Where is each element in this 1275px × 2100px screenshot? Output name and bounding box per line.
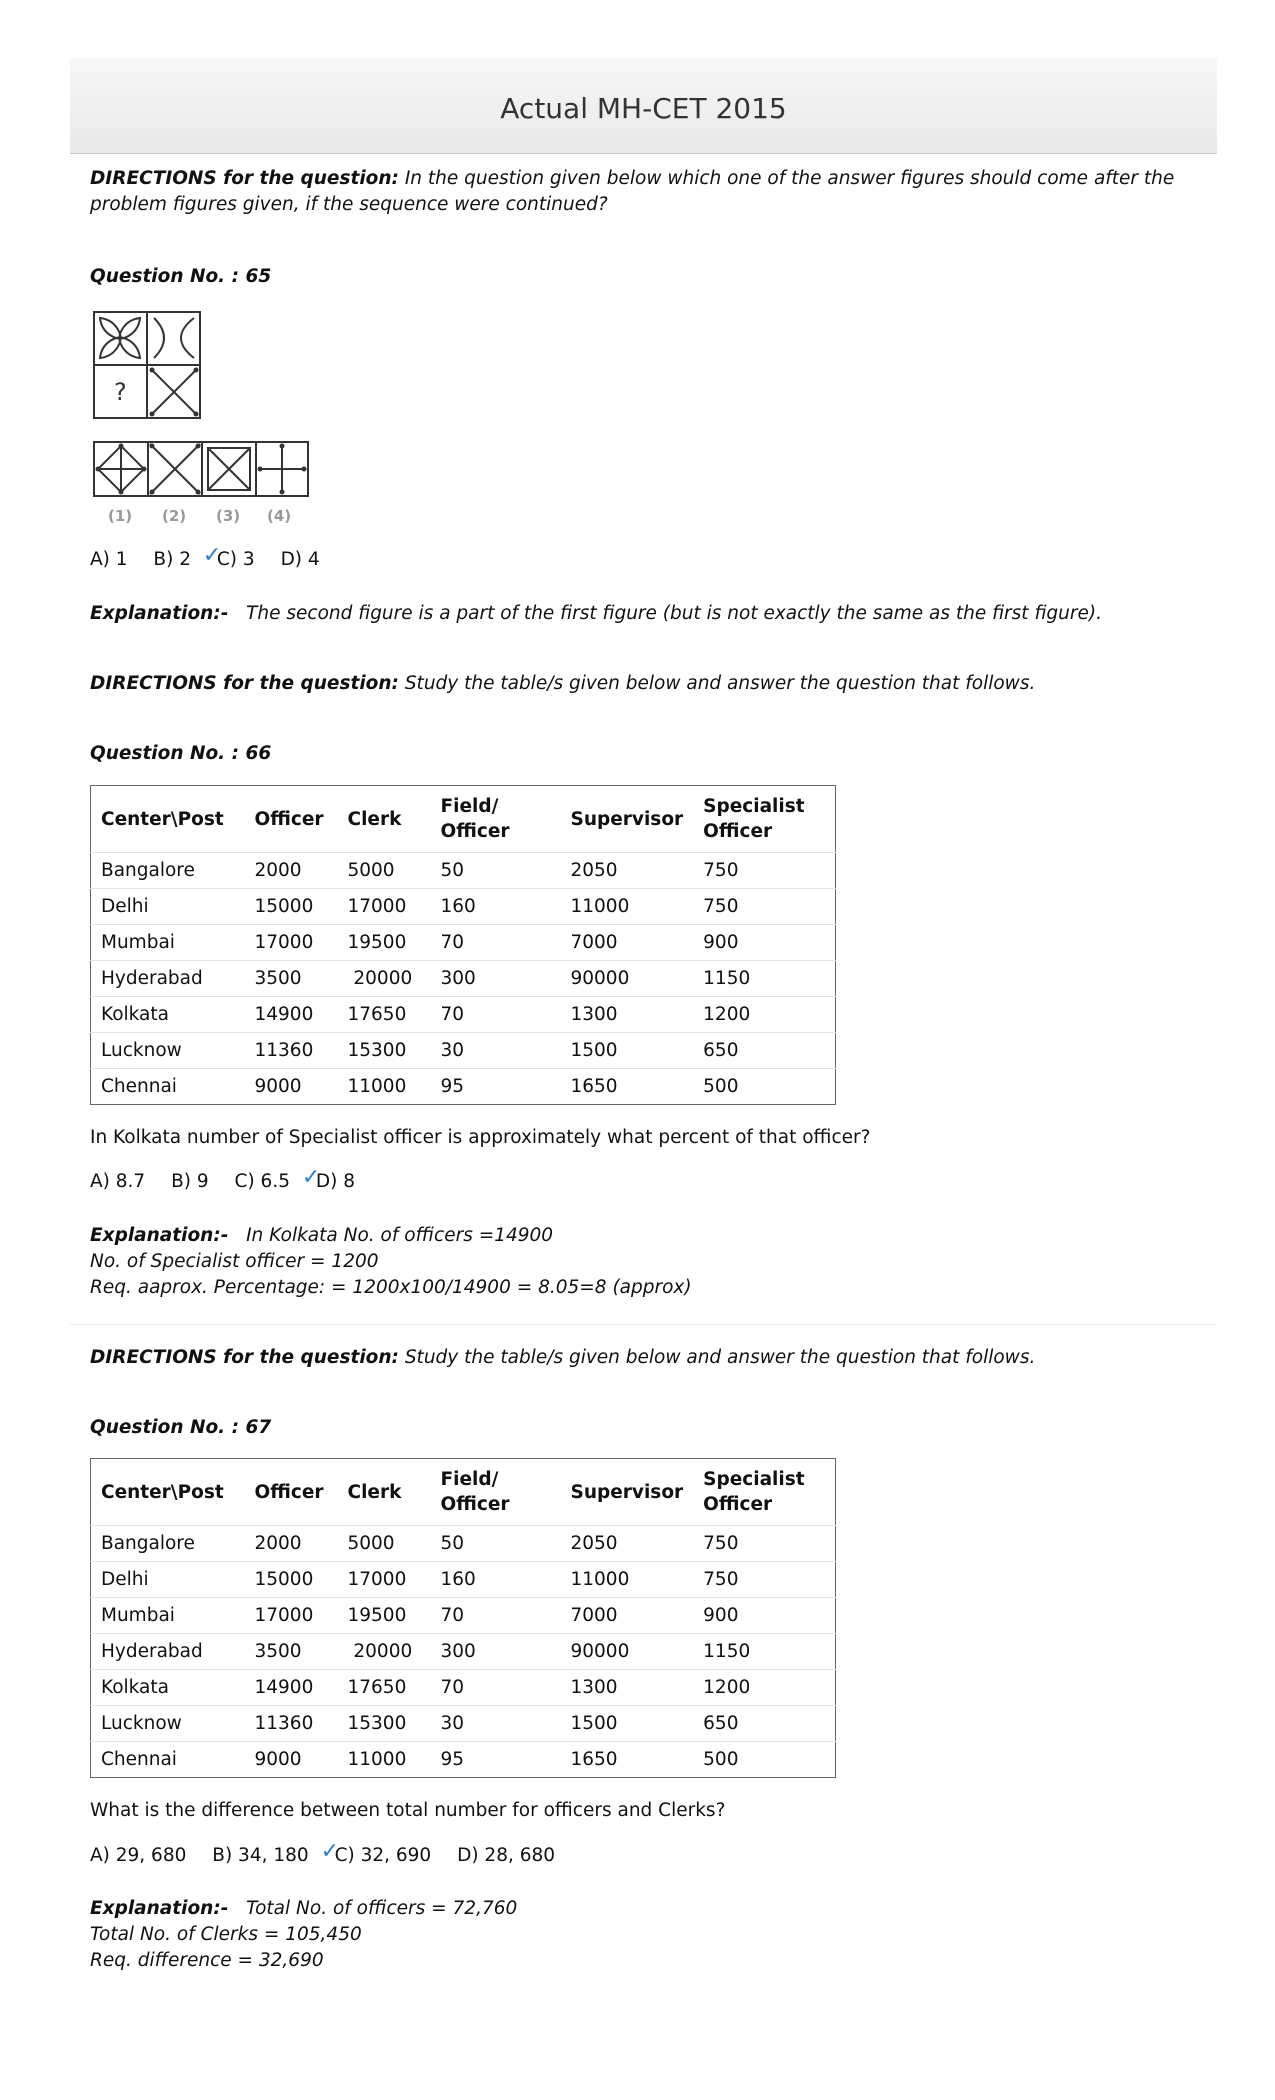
- option-b[interactable]: B) 2: [153, 549, 191, 570]
- table-cell: 50: [431, 1526, 561, 1562]
- option-c-correct[interactable]: ✓ C) 3: [217, 549, 255, 570]
- option-a[interactable]: A) 29, 680: [90, 1845, 187, 1866]
- table-row: [91, 1670, 836, 1706]
- question-mark: ?: [114, 378, 127, 406]
- table-cell: 17000: [338, 889, 431, 925]
- table-cell: 90000: [561, 961, 694, 997]
- table-cell: Mumbai: [91, 1598, 245, 1634]
- table-cell: 11000: [561, 1562, 694, 1598]
- table-cell: 1500: [561, 1033, 694, 1069]
- q67-options: [90, 1845, 1210, 1866]
- table-cell: Delhi: [91, 889, 245, 925]
- table-cell: 300: [431, 961, 561, 997]
- q67-number: Question No. : 67: [90, 1417, 272, 1438]
- column-header: Officer: [254, 1481, 324, 1503]
- table-cell: Lucknow: [91, 1706, 245, 1742]
- table-cell: 9000: [245, 1742, 338, 1778]
- fig-label-3: (3): [216, 507, 241, 525]
- q66-directions: DIRECTIONS for the question: Study the table/s given below and answer the question that follows.: [90, 673, 1036, 694]
- table-cell: Hyderabad: [91, 961, 245, 997]
- q65-options: [90, 549, 1210, 570]
- table-cell: 17650: [338, 1670, 431, 1706]
- table-row: [91, 889, 836, 925]
- table-cell: 1650: [561, 1069, 694, 1105]
- table-row: [91, 1634, 836, 1670]
- table-row: [91, 1069, 836, 1105]
- q65-number: Question No. : 65: [90, 266, 272, 287]
- table-cell: Bangalore: [91, 1526, 245, 1562]
- table-cell: 70: [431, 1670, 561, 1706]
- column-header: Clerk: [347, 808, 402, 830]
- table-row: [91, 961, 836, 997]
- column-header: Officer: [254, 808, 324, 830]
- q66-table-wrap: [90, 785, 1210, 1105]
- table-cell: 70: [431, 1598, 561, 1634]
- table-cell: 160: [431, 889, 561, 925]
- q67-data-table: [90, 1458, 836, 1778]
- table-row: [91, 1742, 836, 1778]
- q65-answer-figures: [92, 440, 314, 530]
- table-cell: 2050: [561, 1526, 694, 1562]
- table-cell: 11000: [561, 889, 694, 925]
- table-cell: 900: [693, 1598, 835, 1634]
- option-b[interactable]: B) 34, 180: [212, 1845, 309, 1866]
- table-cell: 11360: [245, 1033, 338, 1069]
- q66-data-table: [90, 785, 836, 1105]
- table-cell: 14900: [245, 997, 338, 1033]
- table-cell: 2000: [245, 1526, 338, 1562]
- table-cell: 15000: [245, 1562, 338, 1598]
- column-header: Center\Post: [101, 1481, 224, 1503]
- table-cell: 2000: [245, 853, 338, 889]
- table-cell: 7000: [561, 1598, 694, 1634]
- table-cell: 11360: [245, 1706, 338, 1742]
- column-header: Clerk: [347, 1481, 402, 1503]
- column-header: Center\Post: [101, 808, 224, 830]
- table-row: [91, 1033, 836, 1069]
- table-cell: Chennai: [91, 1742, 245, 1778]
- column-header: Supervisor: [570, 1481, 684, 1503]
- fig-label-4: (4): [267, 507, 292, 525]
- table-cell: 17000: [245, 1598, 338, 1634]
- table-cell: 95: [431, 1069, 561, 1105]
- table-header-row: [91, 786, 836, 853]
- q65-explanation: Explanation:- The second figure is a part of the first figure (but is not exactly the same as the first figure).: [90, 603, 1102, 624]
- table-cell: 50: [431, 853, 561, 889]
- option-d-correct[interactable]: ✓ D) 8: [316, 1171, 355, 1192]
- table-cell: 70: [431, 925, 561, 961]
- q66-number: Question No. : 66: [90, 743, 272, 764]
- table-cell: 3500: [245, 1634, 338, 1670]
- table-cell: 5000: [338, 853, 431, 889]
- table-cell: 300: [431, 1634, 561, 1670]
- table-row: [91, 1526, 836, 1562]
- table-cell: 1200: [693, 997, 835, 1033]
- table-cell: 500: [693, 1742, 835, 1778]
- fig-label-2: (2): [162, 507, 187, 525]
- table-row: [91, 1598, 836, 1634]
- table-cell: 30: [431, 1033, 561, 1069]
- table-row: [91, 997, 836, 1033]
- table-cell: 750: [693, 853, 835, 889]
- table-cell: 14900: [245, 1670, 338, 1706]
- table-cell: 9000: [245, 1069, 338, 1105]
- table-cell: Chennai: [91, 1069, 245, 1105]
- table-row: [91, 853, 836, 889]
- table-cell: 11000: [338, 1069, 431, 1105]
- table-cell: 15000: [245, 889, 338, 925]
- option-a[interactable]: A) 8.7: [90, 1171, 146, 1192]
- q67-question: What is the difference between total number for officers and Clerks?: [90, 1800, 726, 1821]
- section-divider: [70, 1324, 1217, 1325]
- table-cell: 1500: [561, 1706, 694, 1742]
- column-header: Specialist Officer: [703, 1469, 805, 1515]
- q65-directions: DIRECTIONS for the question: In the question given below which one of the answer figures should come after the problem figures given, if the sequence were continued?: [90, 168, 1175, 215]
- option-b[interactable]: B) 9: [171, 1171, 209, 1192]
- q66-explanation: Explanation:- In Kolkata No. of officers =14900 No. of Specialist officer = 1200 Req. aaprox. Percentage: = 1200x100/14900 = 8.05=8 (approx): [90, 1225, 692, 1298]
- table-cell: 30: [431, 1706, 561, 1742]
- table-cell: 160: [431, 1562, 561, 1598]
- option-a[interactable]: A) 1: [90, 549, 128, 570]
- table-cell: 1650: [561, 1742, 694, 1778]
- fig-label-1: (1): [108, 507, 133, 525]
- column-header: Field/ Officer: [440, 1469, 510, 1515]
- table-cell: Hyderabad: [91, 1634, 245, 1670]
- table-row: [91, 925, 836, 961]
- table-cell: 20000: [338, 1634, 431, 1670]
- table-cell: 17000: [245, 925, 338, 961]
- table-cell: 5000: [338, 1526, 431, 1562]
- option-c-correct[interactable]: ✓ C) 32, 690: [335, 1845, 432, 1866]
- column-header: Supervisor: [570, 808, 684, 830]
- q65-problem-figures: [92, 310, 204, 420]
- column-header: Field/ Officer: [440, 796, 510, 842]
- table-cell: 1300: [561, 1670, 694, 1706]
- table-cell: 500: [693, 1069, 835, 1105]
- table-cell: 750: [693, 889, 835, 925]
- table-cell: 15300: [338, 1706, 431, 1742]
- table-cell: Mumbai: [91, 925, 245, 961]
- page-header: [70, 58, 1217, 154]
- table-cell: 19500: [338, 1598, 431, 1634]
- table-cell: Lucknow: [91, 1033, 245, 1069]
- column-header: Specialist Officer: [703, 796, 805, 842]
- table-cell: 750: [693, 1526, 835, 1562]
- table-cell: Delhi: [91, 1562, 245, 1598]
- table-cell: 1200: [693, 1670, 835, 1706]
- table-cell: 1300: [561, 997, 694, 1033]
- page-title: Actual MH-CET 2015: [500, 92, 787, 125]
- table-header-row: [91, 1459, 836, 1526]
- table-cell: 650: [693, 1033, 835, 1069]
- q67-table-wrap: [90, 1458, 1210, 1778]
- table-cell: 650: [693, 1706, 835, 1742]
- table-cell: 20000: [338, 961, 431, 997]
- table-row: [91, 1562, 836, 1598]
- q66-options: [90, 1171, 1210, 1192]
- table-cell: 900: [693, 925, 835, 961]
- table-row: [91, 1706, 836, 1742]
- table-cell: 2050: [561, 853, 694, 889]
- table-cell: Kolkata: [91, 997, 245, 1033]
- q66-question: In Kolkata number of Specialist officer is approximately what percent of that officer?: [90, 1127, 871, 1148]
- option-c[interactable]: C) 6.5: [234, 1171, 290, 1192]
- table-cell: 11000: [338, 1742, 431, 1778]
- table-cell: 17000: [338, 1562, 431, 1598]
- table-cell: Kolkata: [91, 1670, 245, 1706]
- table-cell: 17650: [338, 997, 431, 1033]
- table-cell: 70: [431, 997, 561, 1033]
- option-d[interactable]: D) 28, 680: [457, 1845, 556, 1866]
- table-cell: 1150: [693, 961, 835, 997]
- q67-explanation: Explanation:- Total No. of officers = 72,760 Total No. of Clerks = 105,450 Req. difference = 32,690: [90, 1898, 518, 1971]
- table-cell: 15300: [338, 1033, 431, 1069]
- table-cell: 7000: [561, 925, 694, 961]
- table-cell: Bangalore: [91, 853, 245, 889]
- table-cell: 1150: [693, 1634, 835, 1670]
- option-d[interactable]: D) 4: [280, 549, 320, 570]
- table-cell: 19500: [338, 925, 431, 961]
- table-cell: 90000: [561, 1634, 694, 1670]
- q67-directions: DIRECTIONS for the question: Study the table/s given below and answer the question that follows.: [90, 1347, 1036, 1368]
- table-cell: 3500: [245, 961, 338, 997]
- table-cell: 95: [431, 1742, 561, 1778]
- table-cell: 750: [693, 1562, 835, 1598]
